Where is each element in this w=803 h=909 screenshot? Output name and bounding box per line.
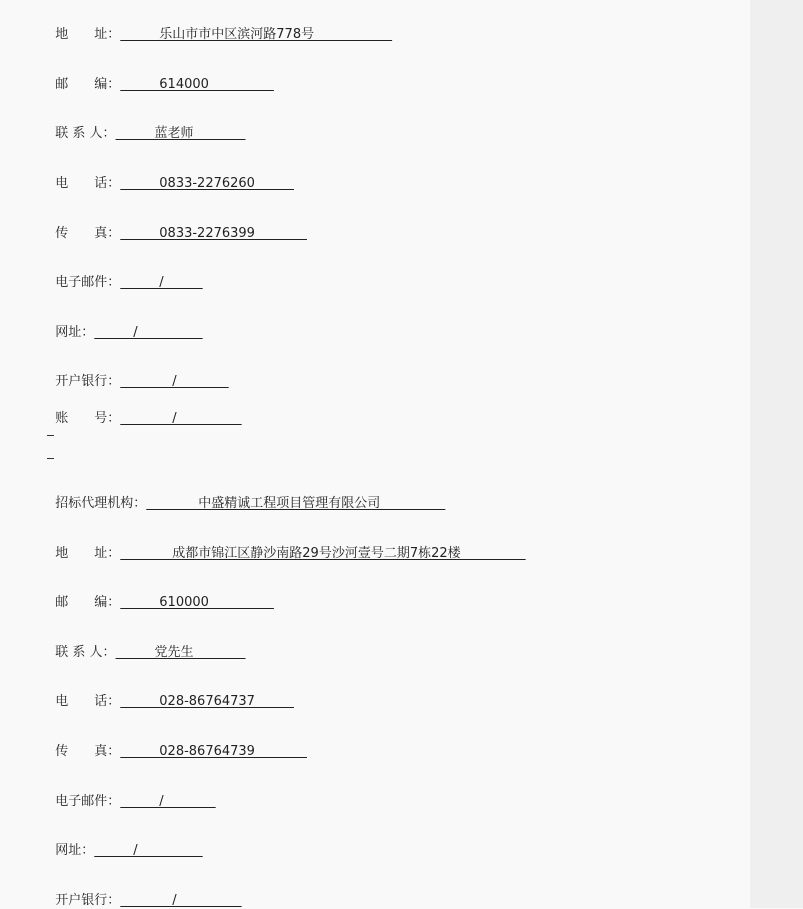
right-margin-strip [750,0,803,908]
account-label: 账 号： [55,411,121,426]
empty-line-mark [47,435,54,436]
contact-label: 联 系 人： [55,126,116,141]
agency-phone-label: 电 话： [55,694,121,709]
website-value: / [94,325,203,340]
postcode-value: 614000 [120,77,274,92]
agency-address-line [47,530,526,562]
agency-address-label: 地 址： [55,546,121,561]
agency-postcode-value: 610000 [120,595,274,610]
fax-label: 传 真： [55,226,121,241]
agency-fax-line [47,728,307,760]
email-label: 电子邮件： [55,275,121,290]
account-line [47,395,242,427]
agency-email-line [47,778,216,810]
agency-value: 中盛精诚工程项目管理有限公司 [146,496,446,511]
website-line [47,309,203,341]
agency-email-value: / [120,794,216,809]
bank-value: / [120,374,229,389]
agency-contact-line [47,629,246,661]
fax-value: 0833-2276399 [120,226,307,241]
agency-postcode-line [47,579,274,611]
phone-value: 0833-2276260 [120,176,294,191]
bank-label: 开户银行： [55,374,121,389]
phone-label: 电 话： [55,176,121,191]
address-label: 地 址： [55,27,121,42]
agency-postcode-label: 邮 编： [55,595,121,610]
contact-value: 蓝老师 [115,126,246,141]
agency-contact-label: 联 系 人： [55,645,116,660]
website-label: 网址： [55,325,95,340]
agency-line [47,480,445,512]
address-value: 乐山市市中区滨河路778号 [120,27,393,42]
account-value: / [120,411,242,426]
empty-line-mark [47,458,54,459]
phone-line [47,160,294,192]
fax-line [47,210,307,242]
agency-website-value: / [94,843,203,858]
email-value: / [120,275,203,290]
agency-phone-line [47,678,294,710]
bank-line [47,358,229,390]
agency-bank-line [47,877,242,909]
agency-label: 招标代理机构： [55,496,147,511]
agency-bank-label: 开户银行： [55,893,121,908]
postcode-label: 邮 编： [55,77,121,92]
agency-fax-value: 028-86764739 [120,744,307,759]
agency-bank-value: / [120,893,242,908]
contact-line [47,110,246,142]
postcode-line [47,61,274,93]
agency-website-label: 网址： [55,843,95,858]
agency-address-value: 成都市锦江区静沙南路29号沙河壹号二期7栋22楼 [120,546,526,561]
email-line [47,259,203,291]
agency-fax-label: 传 真： [55,744,121,759]
agency-contact-value: 党先生 [115,645,246,660]
address-line [47,11,392,43]
agency-phone-value: 028-86764737 [120,694,294,709]
agency-website-line [47,827,203,859]
agency-email-label: 电子邮件： [55,794,121,809]
